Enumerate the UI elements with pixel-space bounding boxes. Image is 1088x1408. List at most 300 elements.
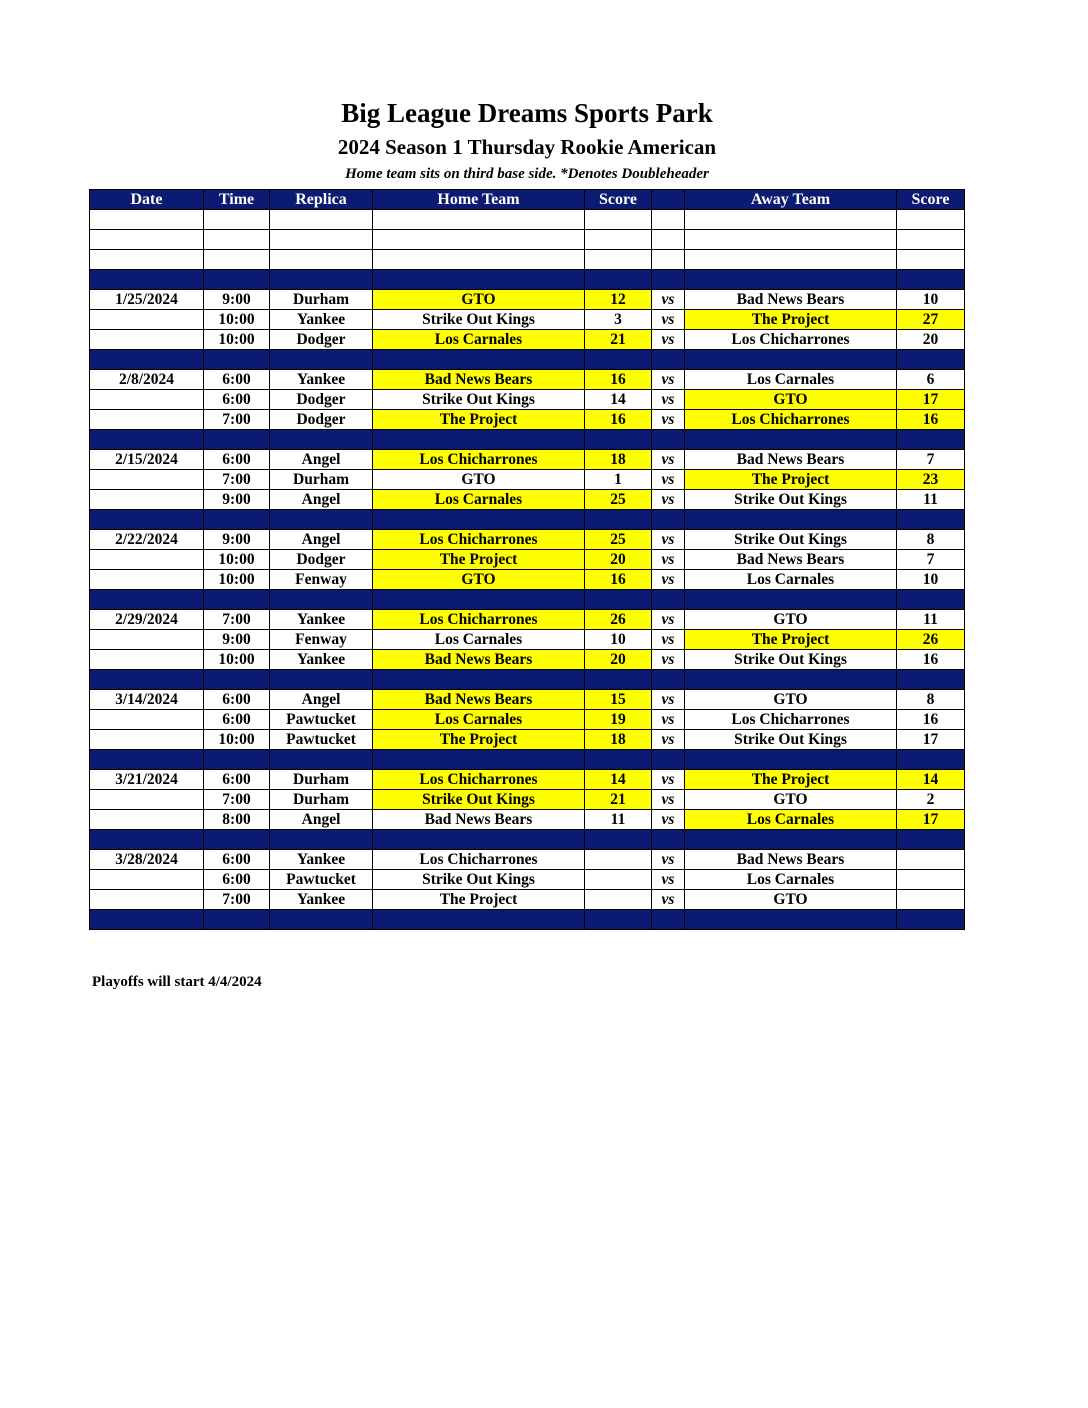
game-row <box>90 690 965 710</box>
replica-cell: Fenway <box>270 570 373 590</box>
game-row <box>90 470 965 490</box>
vs-cell: vs <box>652 650 685 670</box>
week-separator-row <box>90 510 965 530</box>
vs-cell: vs <box>652 730 685 750</box>
home-team-cell: GTO <box>373 470 585 490</box>
home-score-cell <box>585 430 652 450</box>
away-score-cell: 16 <box>897 710 965 730</box>
replica-cell <box>270 670 373 690</box>
home-team-cell: Strike Out Kings <box>373 390 585 410</box>
replica-cell: Pawtucket <box>270 730 373 750</box>
away-score-cell <box>897 510 965 530</box>
time-cell <box>204 510 270 530</box>
away-score-cell: 10 <box>897 290 965 310</box>
away-score-cell <box>897 270 965 290</box>
replica-cell <box>270 750 373 770</box>
away-team-cell <box>685 910 897 930</box>
vs-cell <box>652 350 685 370</box>
replica-cell: Durham <box>270 790 373 810</box>
vs-cell <box>652 270 685 290</box>
replica-cell <box>270 210 373 230</box>
date-cell <box>90 890 204 910</box>
page-title: Big League Dreams Sports Park <box>341 98 713 128</box>
game-row <box>90 610 965 630</box>
home-score-cell <box>585 670 652 690</box>
away-score-cell: 10 <box>897 570 965 590</box>
vs-cell: vs <box>652 870 685 890</box>
date-cell: 2/15/2024 <box>90 450 204 470</box>
week-separator-row <box>90 670 965 690</box>
home-score-cell: 21 <box>585 330 652 350</box>
game-row <box>90 890 965 910</box>
home-score-cell: 21 <box>585 790 652 810</box>
home-team-cell: Los Carnales <box>373 490 585 510</box>
away-team-cell: Los Chicharrones <box>685 710 897 730</box>
date-cell <box>90 790 204 810</box>
header-replica: Replica <box>270 190 373 210</box>
away-team-cell <box>685 230 897 250</box>
replica-cell: Fenway <box>270 630 373 650</box>
week-separator-row <box>90 750 965 770</box>
away-score-cell: 8 <box>897 530 965 550</box>
home-team-cell: GTO <box>373 570 585 590</box>
time-cell: 6:00 <box>204 690 270 710</box>
away-team-cell <box>685 250 897 270</box>
home-score-cell: 12 <box>585 290 652 310</box>
home-score-cell: 14 <box>585 390 652 410</box>
date-cell <box>90 590 204 610</box>
away-score-cell: 20 <box>897 330 965 350</box>
home-score-cell: 26 <box>585 610 652 630</box>
time-cell: 6:00 <box>204 850 270 870</box>
date-cell <box>90 250 204 270</box>
away-team-cell: Los Carnales <box>685 370 897 390</box>
away-team-cell: GTO <box>685 790 897 810</box>
away-score-cell <box>897 670 965 690</box>
date-cell <box>90 410 204 430</box>
away-score-cell: 11 <box>897 610 965 630</box>
date-cell: 3/14/2024 <box>90 690 204 710</box>
date-cell <box>90 350 204 370</box>
away-score-cell: 6 <box>897 370 965 390</box>
home-score-cell <box>585 750 652 770</box>
date-cell <box>90 230 204 250</box>
time-cell: 9:00 <box>204 630 270 650</box>
home-team-cell: The Project <box>373 730 585 750</box>
blank-row <box>90 210 965 230</box>
replica-cell: Pawtucket <box>270 870 373 890</box>
home-score-cell <box>585 850 652 870</box>
date-cell <box>90 730 204 750</box>
date-cell <box>90 570 204 590</box>
time-cell: 7:00 <box>204 890 270 910</box>
away-score-cell: 17 <box>897 390 965 410</box>
away-team-cell: Bad News Bears <box>685 550 897 570</box>
away-score-cell: 14 <box>897 770 965 790</box>
date-cell <box>90 430 204 450</box>
time-cell: 10:00 <box>204 570 270 590</box>
date-cell <box>90 510 204 530</box>
time-cell: 9:00 <box>204 290 270 310</box>
away-score-cell <box>897 750 965 770</box>
away-score-cell: 26 <box>897 630 965 650</box>
time-cell <box>204 350 270 370</box>
time-cell: 6:00 <box>204 390 270 410</box>
date-cell <box>90 210 204 230</box>
replica-cell <box>270 910 373 930</box>
home-score-cell: 16 <box>585 410 652 430</box>
date-cell: 2/29/2024 <box>90 610 204 630</box>
replica-cell <box>270 430 373 450</box>
game-row <box>90 390 965 410</box>
date-cell: 3/21/2024 <box>90 770 204 790</box>
time-cell: 10:00 <box>204 730 270 750</box>
home-score-cell: 14 <box>585 770 652 790</box>
game-row <box>90 290 965 310</box>
replica-cell: Dodger <box>270 330 373 350</box>
away-team-cell: GTO <box>685 890 897 910</box>
time-cell: 6:00 <box>204 870 270 890</box>
vs-cell: vs <box>652 810 685 830</box>
game-row <box>90 810 965 830</box>
schedule-note: Home team sits on third base side. *Denotes Doubleheader <box>345 166 709 182</box>
vs-cell: vs <box>652 630 685 650</box>
game-row <box>90 550 965 570</box>
away-team-cell: Bad News Bears <box>685 290 897 310</box>
home-team-cell: Los Chicharrones <box>373 610 585 630</box>
game-row <box>90 570 965 590</box>
away-score-cell: 27 <box>897 310 965 330</box>
week-separator-row <box>90 830 965 850</box>
home-team-cell: The Project <box>373 410 585 430</box>
blank-row <box>90 230 965 250</box>
replica-cell: Angel <box>270 490 373 510</box>
time-cell <box>204 830 270 850</box>
away-team-cell: GTO <box>685 690 897 710</box>
date-cell <box>90 910 204 930</box>
away-score-cell: 8 <box>897 690 965 710</box>
away-team-cell <box>685 350 897 370</box>
week-separator-row <box>90 270 965 290</box>
header-away-score: Score <box>897 190 965 210</box>
date-cell <box>90 390 204 410</box>
home-score-cell: 1 <box>585 470 652 490</box>
home-team-cell: Los Chicharrones <box>373 530 585 550</box>
home-score-cell <box>585 350 652 370</box>
away-score-cell <box>897 430 965 450</box>
away-team-cell: Bad News Bears <box>685 450 897 470</box>
home-score-cell: 16 <box>585 570 652 590</box>
time-cell <box>204 590 270 610</box>
replica-cell: Yankee <box>270 650 373 670</box>
header-home-score: Score <box>585 190 652 210</box>
date-cell: 3/28/2024 <box>90 850 204 870</box>
date-cell <box>90 330 204 350</box>
away-score-cell <box>897 910 965 930</box>
vs-cell: vs <box>652 450 685 470</box>
away-team-cell: Strike Out Kings <box>685 490 897 510</box>
away-team-cell: The Project <box>685 630 897 650</box>
time-cell: 7:00 <box>204 610 270 630</box>
vs-cell: vs <box>652 770 685 790</box>
away-team-cell <box>685 510 897 530</box>
home-team-cell: Bad News Bears <box>373 650 585 670</box>
away-team-cell: Strike Out Kings <box>685 530 897 550</box>
date-cell <box>90 310 204 330</box>
home-team-cell <box>373 830 585 850</box>
replica-cell: Yankee <box>270 310 373 330</box>
replica-cell: Yankee <box>270 850 373 870</box>
time-cell <box>204 750 270 770</box>
vs-cell: vs <box>652 570 685 590</box>
time-cell <box>204 430 270 450</box>
away-team-cell: GTO <box>685 390 897 410</box>
game-row <box>90 770 965 790</box>
time-cell: 10:00 <box>204 330 270 350</box>
vs-cell: vs <box>652 690 685 710</box>
replica-cell <box>270 510 373 530</box>
away-score-cell <box>897 350 965 370</box>
replica-cell <box>270 270 373 290</box>
time-cell: 6:00 <box>204 710 270 730</box>
replica-cell: Angel <box>270 450 373 470</box>
vs-cell <box>652 830 685 850</box>
game-row <box>90 730 965 750</box>
vs-cell: vs <box>652 490 685 510</box>
replica-cell: Yankee <box>270 890 373 910</box>
header-vs <box>652 190 685 210</box>
vs-cell: vs <box>652 290 685 310</box>
home-score-cell <box>585 230 652 250</box>
replica-cell: Yankee <box>270 370 373 390</box>
home-team-cell: Los Carnales <box>373 710 585 730</box>
home-team-cell <box>373 430 585 450</box>
away-team-cell: Strike Out Kings <box>685 730 897 750</box>
away-score-cell: 17 <box>897 730 965 750</box>
home-score-cell: 20 <box>585 650 652 670</box>
away-team-cell: Los Chicharrones <box>685 410 897 430</box>
game-row <box>90 310 965 330</box>
home-score-cell: 16 <box>585 370 652 390</box>
time-cell: 9:00 <box>204 530 270 550</box>
away-team-cell: Los Chicharrones <box>685 330 897 350</box>
replica-cell <box>270 830 373 850</box>
date-cell <box>90 650 204 670</box>
vs-cell <box>652 910 685 930</box>
date-cell <box>90 670 204 690</box>
home-team-cell: Los Chicharrones <box>373 850 585 870</box>
away-score-cell: 16 <box>897 650 965 670</box>
home-score-cell: 18 <box>585 730 652 750</box>
away-score-cell: 17 <box>897 810 965 830</box>
home-score-cell: 15 <box>585 690 652 710</box>
away-team-cell: Los Carnales <box>685 570 897 590</box>
vs-cell <box>652 210 685 230</box>
home-team-cell <box>373 510 585 530</box>
away-score-cell <box>897 850 965 870</box>
away-team-cell <box>685 430 897 450</box>
away-team-cell <box>685 750 897 770</box>
replica-cell: Dodger <box>270 390 373 410</box>
time-cell: 10:00 <box>204 550 270 570</box>
away-score-cell <box>897 890 965 910</box>
game-row <box>90 330 965 350</box>
page-subtitle: 2024 Season 1 Thursday Rookie American <box>337 135 717 159</box>
time-cell: 10:00 <box>204 310 270 330</box>
home-score-cell <box>585 270 652 290</box>
home-score-cell <box>585 510 652 530</box>
game-row <box>90 870 965 890</box>
game-row <box>90 650 965 670</box>
time-cell: 9:00 <box>204 490 270 510</box>
date-cell <box>90 470 204 490</box>
vs-cell <box>652 230 685 250</box>
time-cell <box>204 210 270 230</box>
home-team-cell: Strike Out Kings <box>373 310 585 330</box>
date-cell <box>90 630 204 650</box>
away-score-cell: 23 <box>897 470 965 490</box>
game-row <box>90 790 965 810</box>
time-cell <box>204 250 270 270</box>
vs-cell: vs <box>652 330 685 350</box>
home-score-cell: 20 <box>585 550 652 570</box>
away-team-cell <box>685 210 897 230</box>
home-score-cell: 10 <box>585 630 652 650</box>
date-cell <box>90 830 204 850</box>
away-score-cell <box>897 590 965 610</box>
game-row <box>90 450 965 470</box>
date-cell <box>90 710 204 730</box>
vs-cell <box>652 750 685 770</box>
replica-cell: Durham <box>270 470 373 490</box>
away-score-cell: 16 <box>897 410 965 430</box>
vs-cell <box>652 430 685 450</box>
home-score-cell <box>585 910 652 930</box>
away-team-cell <box>685 670 897 690</box>
away-team-cell: Los Carnales <box>685 870 897 890</box>
home-team-cell: Bad News Bears <box>373 370 585 390</box>
away-team-cell: Los Carnales <box>685 810 897 830</box>
home-score-cell <box>585 250 652 270</box>
header-date: Date <box>90 190 204 210</box>
vs-cell <box>652 590 685 610</box>
game-row <box>90 370 965 390</box>
away-score-cell <box>897 230 965 250</box>
home-score-cell: 25 <box>585 530 652 550</box>
week-separator-row <box>90 910 965 930</box>
home-score-cell <box>585 210 652 230</box>
time-cell <box>204 230 270 250</box>
away-score-cell: 7 <box>897 550 965 570</box>
home-team-cell: Bad News Bears <box>373 690 585 710</box>
home-team-cell: Los Chicharrones <box>373 450 585 470</box>
header-away-team: Away Team <box>685 190 897 210</box>
away-score-cell <box>897 870 965 890</box>
vs-cell: vs <box>652 890 685 910</box>
date-cell <box>90 550 204 570</box>
home-team-cell <box>373 750 585 770</box>
table-header-row <box>90 190 965 210</box>
home-team-cell <box>373 910 585 930</box>
home-score-cell <box>585 590 652 610</box>
time-cell <box>204 670 270 690</box>
playoffs-note: Playoffs will start 4/4/2024 <box>92 974 262 990</box>
replica-cell <box>270 230 373 250</box>
away-score-cell <box>897 830 965 850</box>
away-team-cell: GTO <box>685 610 897 630</box>
schedule-table <box>89 189 965 930</box>
home-team-cell: The Project <box>373 890 585 910</box>
replica-cell: Angel <box>270 690 373 710</box>
home-score-cell <box>585 890 652 910</box>
replica-cell: Durham <box>270 290 373 310</box>
home-team-cell <box>373 210 585 230</box>
date-cell <box>90 750 204 770</box>
date-cell: 2/8/2024 <box>90 370 204 390</box>
home-score-cell <box>585 830 652 850</box>
away-score-cell <box>897 250 965 270</box>
game-row <box>90 710 965 730</box>
away-score-cell <box>897 210 965 230</box>
game-row <box>90 530 965 550</box>
home-team-cell <box>373 670 585 690</box>
vs-cell: vs <box>652 310 685 330</box>
replica-cell <box>270 350 373 370</box>
game-row <box>90 630 965 650</box>
home-score-cell: 3 <box>585 310 652 330</box>
home-team-cell: The Project <box>373 550 585 570</box>
home-team-cell: Los Carnales <box>373 330 585 350</box>
date-cell: 2/22/2024 <box>90 530 204 550</box>
replica-cell <box>270 250 373 270</box>
home-score-cell: 25 <box>585 490 652 510</box>
date-cell <box>90 870 204 890</box>
vs-cell: vs <box>652 470 685 490</box>
away-team-cell <box>685 830 897 850</box>
replica-cell: Pawtucket <box>270 710 373 730</box>
time-cell <box>204 270 270 290</box>
game-row <box>90 410 965 430</box>
home-score-cell: 18 <box>585 450 652 470</box>
replica-cell: Angel <box>270 530 373 550</box>
time-cell: 10:00 <box>204 650 270 670</box>
home-team-cell: Los Carnales <box>373 630 585 650</box>
time-cell: 7:00 <box>204 410 270 430</box>
time-cell: 6:00 <box>204 370 270 390</box>
home-team-cell: GTO <box>373 290 585 310</box>
replica-cell: Yankee <box>270 610 373 630</box>
date-cell <box>90 490 204 510</box>
vs-cell: vs <box>652 530 685 550</box>
home-score-cell: 19 <box>585 710 652 730</box>
time-cell: 6:00 <box>204 450 270 470</box>
time-cell: 7:00 <box>204 470 270 490</box>
vs-cell: vs <box>652 370 685 390</box>
replica-cell: Durham <box>270 770 373 790</box>
vs-cell: vs <box>652 850 685 870</box>
replica-cell: Dodger <box>270 410 373 430</box>
away-score-cell: 2 <box>897 790 965 810</box>
time-cell <box>204 910 270 930</box>
home-score-cell: 11 <box>585 810 652 830</box>
home-team-cell: Bad News Bears <box>373 810 585 830</box>
away-team-cell: The Project <box>685 470 897 490</box>
home-team-cell: Strike Out Kings <box>373 790 585 810</box>
home-team-cell <box>373 350 585 370</box>
header-time: Time <box>204 190 270 210</box>
away-team-cell: Strike Out Kings <box>685 650 897 670</box>
away-score-cell: 11 <box>897 490 965 510</box>
